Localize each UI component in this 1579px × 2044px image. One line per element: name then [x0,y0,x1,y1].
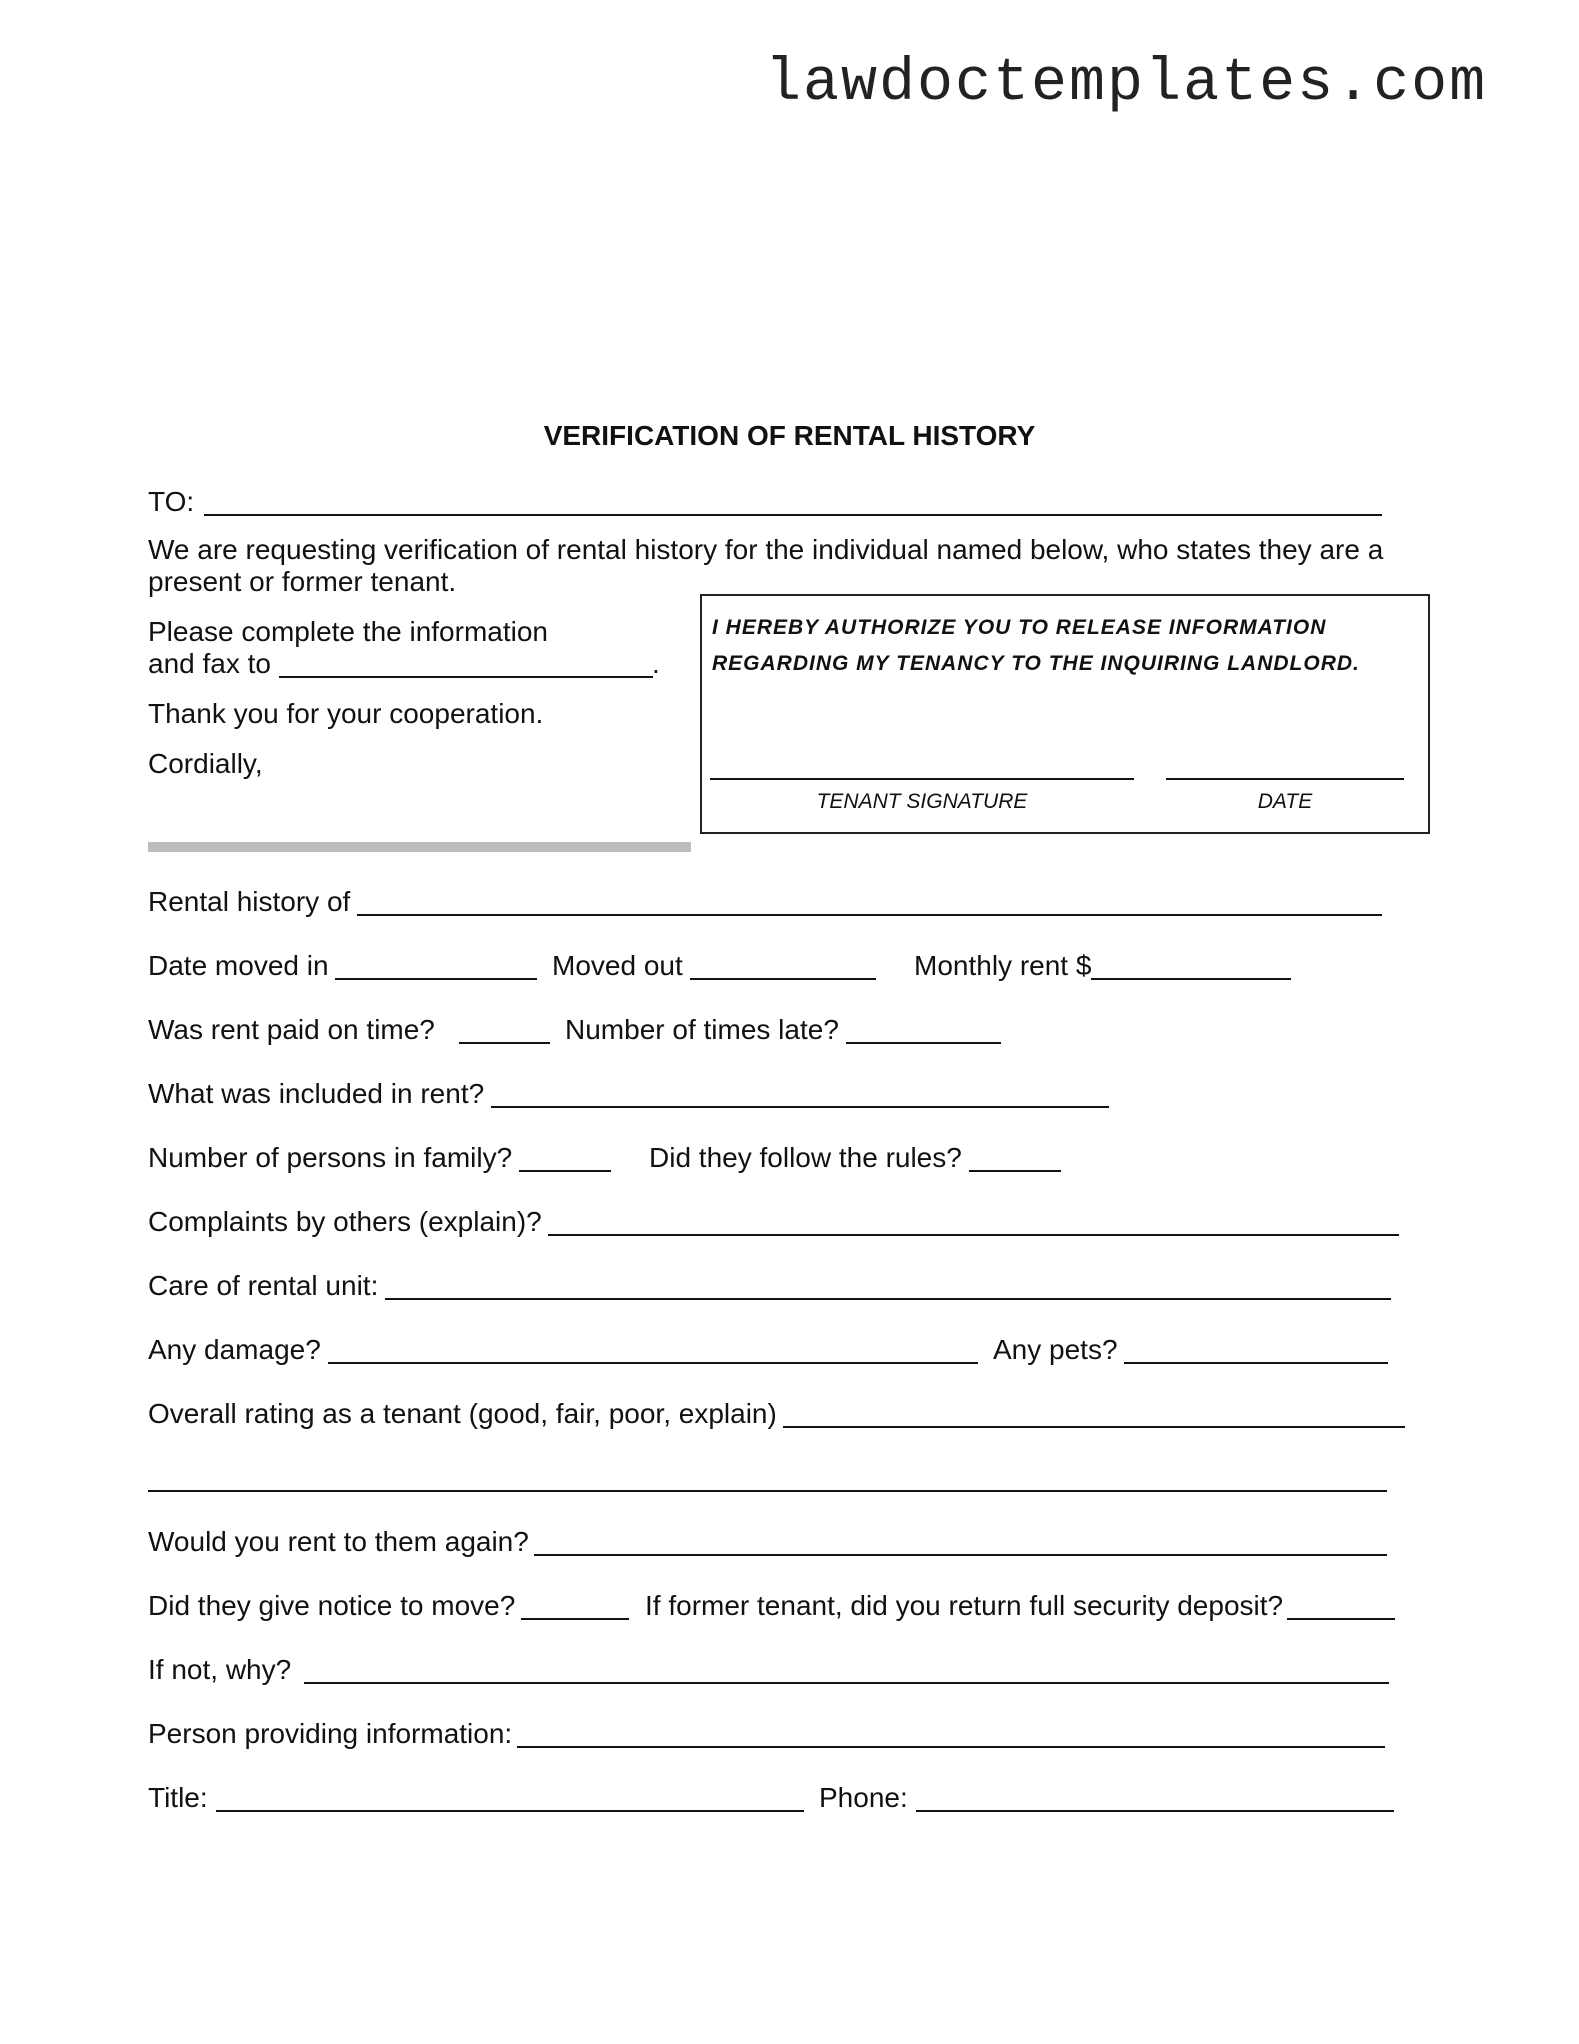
persons-in-family-field[interactable] [519,1170,611,1172]
complaints-label: Complaints by others (explain)? [148,1206,542,1237]
return-deposit-field[interactable] [1287,1618,1395,1620]
date-moved-in-field[interactable] [335,978,537,980]
any-pets-field[interactable] [1124,1362,1388,1364]
fax-period: . [652,648,660,679]
person-providing-field[interactable] [517,1746,1385,1748]
please-text-line2: and fax to [148,648,271,679]
monthly-rent-label: Monthly rent $ [914,950,1092,981]
rent-on-time-field[interactable] [459,1042,550,1044]
moved-out-label: Moved out [552,950,683,981]
care-of-unit-field[interactable] [385,1298,1391,1300]
rental-history-of-label: Rental history of [148,886,351,917]
authorization-text-line1: I HEREBY AUTHORIZE YOU TO RELEASE INFORMATION [712,616,1327,639]
title-field[interactable] [216,1810,804,1812]
document-title: VERIFICATION OF RENTAL HISTORY [543,420,1036,451]
any-pets-label: Any pets? [993,1334,1118,1365]
return-deposit-label: If former tenant, did you return full security deposit? [645,1590,1284,1621]
watermark-text: lawdoctemplates.com [765,50,1488,118]
overall-rating-field[interactable] [783,1426,1405,1428]
any-damage-field[interactable] [328,1362,978,1364]
give-notice-label: Did they give notice to move? [148,1590,516,1621]
rental-history-of-field[interactable] [357,914,1382,916]
rent-again-label: Would you rent to them again? [148,1526,529,1557]
complaints-field[interactable] [548,1234,1399,1236]
overall-rating-label: Overall rating as a tenant (good, fair, poor, explain) [148,1398,777,1429]
thanks-text: Thank you for your cooperation. [148,698,544,729]
tenant-signature-field[interactable] [710,778,1134,780]
authorization-box [700,594,1430,834]
fax-number-field[interactable] [279,676,653,678]
follow-rules-label: Did they follow the rules? [649,1142,962,1173]
intro-text-line2: present or former tenant. [148,566,457,597]
included-in-rent-label: What was included in rent? [148,1078,485,1109]
any-damage-label: Any damage? [148,1334,321,1365]
title-label: Title: [148,1782,208,1813]
please-text-line1: Please complete the information [148,616,548,647]
persons-in-family-label: Number of persons in family? [148,1142,513,1173]
date-moved-in-label: Date moved in [148,950,329,981]
follow-rules-field[interactable] [969,1170,1061,1172]
overall-rating-field-continued[interactable] [148,1490,1387,1492]
care-of-unit-label: Care of rental unit: [148,1270,379,1301]
if-not-why-label: If not, why? [148,1654,292,1685]
to-label: TO: [148,486,195,517]
times-late-field[interactable] [846,1042,1001,1044]
person-providing-label: Person providing information: [148,1718,513,1749]
section-divider [148,842,691,852]
tenant-signature-caption: TENANT SIGNATURE [816,790,1028,813]
monthly-rent-field[interactable] [1091,978,1291,980]
give-notice-field[interactable] [521,1618,629,1620]
rent-again-field[interactable] [534,1554,1387,1556]
moved-out-field[interactable] [690,978,876,980]
phone-field[interactable] [916,1810,1394,1812]
cordially-text: Cordially, [148,748,263,779]
times-late-label: Number of times late? [565,1014,839,1045]
included-in-rent-field[interactable] [491,1106,1109,1108]
date-caption: DATE [1257,790,1313,813]
intro-text-line1: We are requesting verification of rental history for the individual named below, who states they are a [148,534,1384,565]
rent-on-time-label: Was rent paid on time? [148,1014,435,1045]
phone-label: Phone: [819,1782,908,1813]
authorization-text-line2: REGARDING MY TENANCY TO THE INQUIRING LANDLORD. [712,652,1360,675]
if-not-why-field[interactable] [304,1682,1389,1684]
signature-date-field[interactable] [1166,778,1404,780]
to-field[interactable] [204,514,1382,516]
